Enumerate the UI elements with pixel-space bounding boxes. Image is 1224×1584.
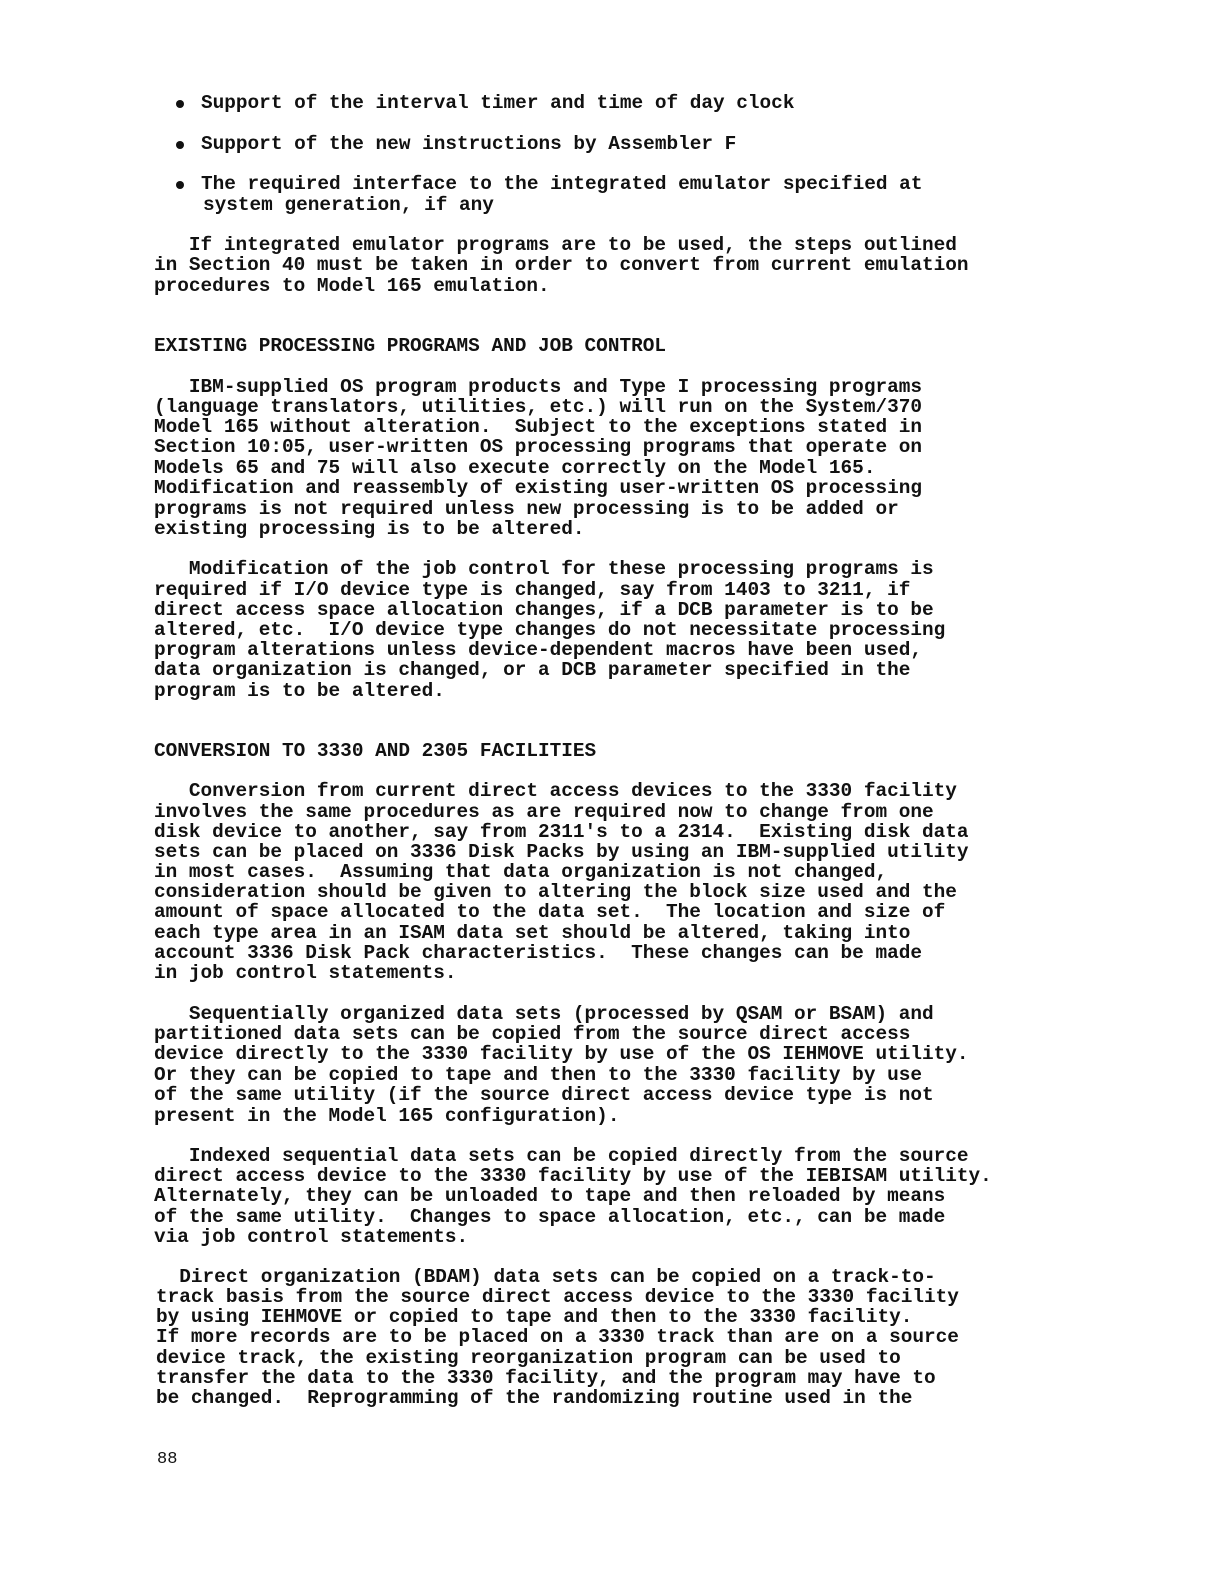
s2-p3-line-1: Indexed sequential data sets can be copied directly from the source: [154, 1145, 969, 1167]
s1-p1-line-1: IBM-supplied OS program products and Type I processing programs: [154, 376, 922, 398]
bullet-3-line-2: system generation, if any: [203, 194, 494, 216]
s1-p2-line-1: Modification of the job control for these processing programs is: [154, 558, 934, 580]
s2-p1-line-1: Conversion from current direct access devices to the 3330 facility: [154, 780, 957, 802]
s1-p2-line-6: data organization is changed, or a DCB parameter specified in the: [154, 659, 911, 681]
s2-p2-line-1: Sequentially organized data sets (processed by QSAM or BSAM) and: [154, 1003, 934, 1025]
section-heading-conversion: CONVERSION TO 3330 AND 2305 FACILITIES: [154, 740, 597, 762]
s2-p2-line-5: of the same utility (if the source direct access device type is not: [154, 1084, 934, 1106]
s2-p4-line-4: If more records are to be placed on a 3330 track than are on a source: [156, 1326, 959, 1348]
s2-p1-line-6: consideration should be given to altering the block size used and the: [154, 881, 957, 903]
s1-p2-line-3: direct access space allocation changes, if a DCB parameter is to be: [154, 599, 934, 621]
bullet-2-line-1: Support of the new instructions by Assembler F: [201, 133, 737, 155]
s2-p1-line-5: in most cases. Assuming that data organization is not changed,: [154, 861, 888, 883]
s2-p1-line-10: in job control statements.: [154, 962, 457, 984]
s2-p4-line-2: track basis from the source direct access device to the 3330 facility: [156, 1286, 959, 1308]
s2-p2-line-2: partitioned data sets can be copied from the source direct access: [154, 1023, 911, 1045]
s1-p2-line-7: program is to be altered.: [154, 680, 445, 702]
s2-p3-line-4: of the same utility. Changes to space allocation, etc., can be made: [154, 1206, 946, 1228]
s2-p1-line-4: sets can be placed on 3336 Disk Packs by using an IBM-supplied utility: [154, 841, 969, 863]
s1-p1-line-6: Modification and reassembly of existing user-written OS processing: [154, 477, 922, 499]
bullet-dot-1: [176, 100, 184, 108]
intro-line-1: If integrated emulator programs are to be used, the steps outlined: [154, 234, 957, 256]
s2-p1-line-9: account 3336 Disk Pack characteristics. These changes can be made: [154, 942, 922, 964]
s1-p1-line-5: Models 65 and 75 will also execute correctly on the Model 165.: [154, 457, 876, 479]
s1-p2-line-2: required if I/O device type is changed, say from 1403 to 3211, if: [154, 579, 911, 601]
bullet-1-line-1: Support of the interval timer and time of day clock: [201, 92, 795, 114]
s2-p3-line-3: Alternately, they can be unloaded to tape and then reloaded by means: [154, 1185, 946, 1207]
s2-p1-line-7: amount of space allocated to the data set. The location and size of: [154, 901, 946, 923]
page-number: 88: [157, 1450, 178, 1469]
s2-p1-line-2: involves the same procedures as are required now to change from one: [154, 801, 934, 823]
s1-p1-line-4: Section 10:05, user-written OS processing programs that operate on: [154, 436, 922, 458]
section-heading-existing-programs: EXISTING PROCESSING PROGRAMS AND JOB CONTROL: [154, 335, 666, 357]
bullet-dot-2: [176, 141, 184, 149]
s2-p3-line-2: direct access device to the 3330 facility by use of the IEBISAM utility.: [154, 1165, 992, 1187]
bullet-dot-3: [176, 181, 184, 189]
s2-p1-line-3: disk device to another, say from 2311's to a 2314. Existing disk data: [154, 821, 969, 843]
s2-p4-line-7: be changed. Reprogramming of the randomizing routine used in the: [156, 1387, 913, 1409]
s2-p3-line-5: via job control statements.: [154, 1226, 469, 1248]
s1-p1-line-7: programs is not required unless new processing is to be added or: [154, 498, 899, 520]
s2-p2-line-3: device directly to the 3330 facility by use of the OS IEHMOVE utility.: [154, 1043, 969, 1065]
intro-line-3: procedures to Model 165 emulation.: [154, 275, 550, 297]
s1-p2-line-4: altered, etc. I/O device type changes do not necessitate processing: [154, 619, 946, 641]
s1-p2-line-5: program alterations unless device-dependent macros have been used,: [154, 639, 922, 661]
s1-p1-line-2: (language translators, utilities, etc.) will run on the System/370: [154, 396, 922, 418]
s2-p1-line-8: each type area in an ISAM data set should be altered, taking into: [154, 922, 911, 944]
s2-p2-line-6: present in the Model 165 configuration).: [154, 1105, 620, 1127]
s2-p4-line-5: device track, the existing reorganization program can be used to: [156, 1347, 901, 1369]
s2-p4-line-3: by using IEHMOVE or copied to tape and then to the 3330 facility.: [156, 1306, 913, 1328]
s2-p2-line-4: Or they can be copied to tape and then to the 3330 facility by use: [154, 1064, 922, 1086]
s1-p1-line-3: Model 165 without alteration. Subject to the exceptions stated in: [154, 416, 922, 438]
intro-line-2: in Section 40 must be taken in order to convert from current emulation: [154, 254, 969, 276]
s2-p4-line-6: transfer the data to the 3330 facility, and the program may have to: [156, 1367, 936, 1389]
s2-p4-line-1: Direct organization (BDAM) data sets can be copied on a track-to-: [156, 1266, 936, 1288]
bullet-3-line-1: The required interface to the integrated emulator specified at: [201, 173, 923, 195]
s1-p1-line-8: existing processing is to be altered.: [154, 518, 585, 540]
